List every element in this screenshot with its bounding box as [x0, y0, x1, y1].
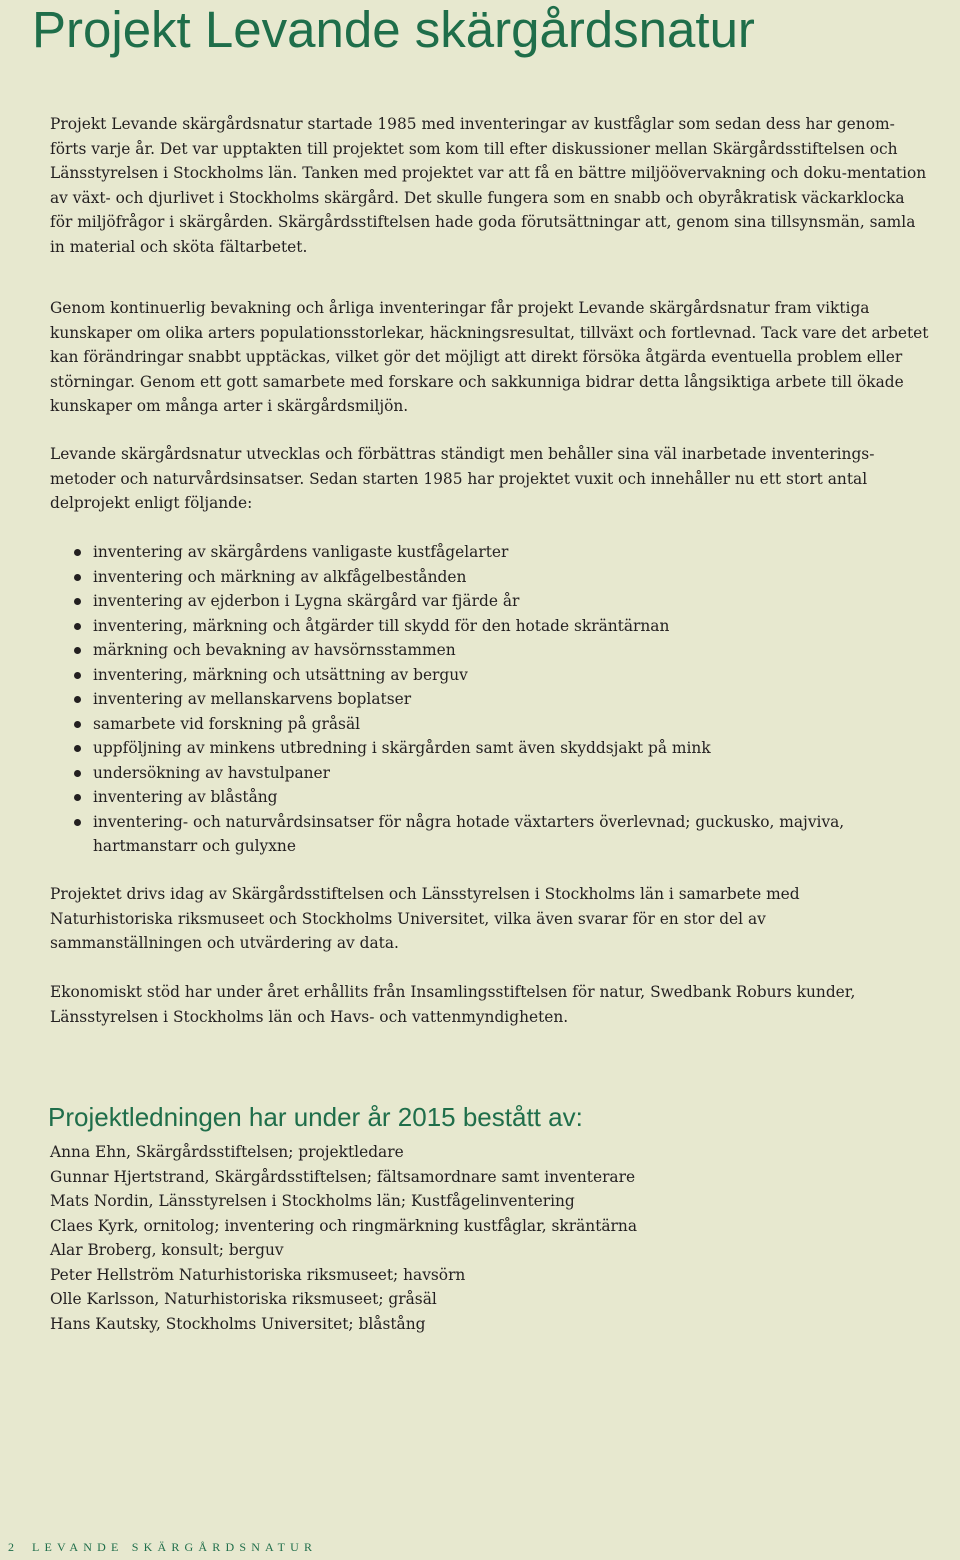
list-item [72, 712, 912, 737]
paragraph-funding: Ekonomiskt stöd har under året erhållits från Insamlingsstiftelsen för natur, Swedbank Roburs kunder, Länsstyrelsen i Stockholms län och Havs- och vattenmyndigheten. [50, 983, 856, 1026]
list-item-text: inventering, märkning och åtgärder till skydd för den hotade skräntärnan [93, 616, 670, 635]
list-item-text: inventering av skärgårdens vanligaste kustfågelarter [93, 543, 509, 561]
list-item [72, 614, 912, 639]
funding-text [50, 980, 930, 1029]
intro-text [50, 112, 930, 259]
team-member: Claes Kyrk, ornitolog; inventering och ringmärkning kustfåglar, skräntärna [50, 1216, 637, 1235]
team-member: Gunnar Hjertstrand, Skärgårdsstiftelsen; fältsamordnare samt inventerare [50, 1167, 636, 1186]
list-item [72, 663, 912, 688]
page-footer [8, 1538, 317, 1556]
list-item-text: samarbete vid forskning på gråsäl [93, 714, 361, 733]
bullet-icon [74, 574, 81, 581]
bullet-icon [74, 819, 81, 826]
bullet-icon [74, 770, 81, 777]
page-title: Projekt Levande skärgårdsnatur [32, 1, 755, 58]
section-heading: Projektledningen har under år 2015 bestått av: [48, 1102, 583, 1132]
list-item-text: inventering, märkning och utsättning av berguv [93, 665, 468, 684]
team-list [50, 1140, 930, 1336]
list-item-text: uppföljning av minkens utbredning i skärgården samt även skyddsjakt på mink [93, 739, 711, 757]
list-item-text: undersökning av havstulpaner [93, 763, 330, 782]
list-item [72, 810, 883, 859]
bullet-icon [74, 672, 81, 679]
team-member: Olle Karlsson, Naturhistoriska riksmuseet; gråsäl [50, 1290, 437, 1308]
paragraph-monitoring: Genom kontinuerlig bevakning och årliga inventeringar får projekt Levande skärgårdsnatur fram viktiga kunskaper om olika arters populationsstorlekar, häckningsresultat, tillväxt och fortlevnad. Tack vare det arbetet kan förändringar snabbt upptäckas, vilket gör det möjligt att direkt försöka åtgärda eventuella problem eller störningar. Genom ett gott samarbete med forskare och sakkunniga bidrar detta långsiktiga arbete till ökade kunskaper om många arter i skärgårdsmiljön. [50, 299, 929, 415]
paragraph-organization: Projektet drivs idag av Skärgårdsstiftelsen och Länsstyrelsen i Stockholms län i samarbete med Naturhistoriska riksmuseet och Stockholms Universitet, vilka även svarar för en stor del av sammanställningen och utvärdering av data. [50, 885, 800, 952]
list-item [72, 540, 912, 565]
bullet-icon [74, 598, 81, 605]
list-item [72, 638, 912, 663]
list-item [72, 761, 912, 786]
team-member: Anna Ehn, Skärgårdsstiftelsen; projektledare [50, 1143, 404, 1161]
list-item [72, 736, 912, 761]
list-item [72, 565, 912, 590]
bullet-icon [74, 647, 81, 654]
list-item-text: inventering av blåstång [93, 788, 278, 806]
organization-text [50, 882, 810, 956]
list-item [72, 687, 912, 712]
bullet-icon [74, 549, 81, 556]
list-item-text: inventering av ejderbon i Lygna skärgård var fjärde år [93, 592, 520, 610]
list-item-text: inventering- och naturvårdsinsatser för några hotade växtarters överlevnad; guckusko, majviva, hartmanstarr och gulyxne [93, 812, 845, 855]
bullet-icon [74, 623, 81, 630]
bullet-icon [74, 794, 81, 801]
subproject-list [72, 540, 912, 859]
team-member: Hans Kautsky, Stockholms Universitet; blåstång [50, 1314, 426, 1333]
bullet-icon [74, 745, 81, 752]
monitoring-text [50, 296, 930, 419]
list-item-text: märkning och bevakning av havsörnsstammen [93, 641, 456, 659]
team-member: Alar Broberg, konsult; berguv [50, 1241, 284, 1259]
team-member: Mats Nordin, Länsstyrelsen i Stockholms län; Kustfågelinventering [50, 1192, 575, 1210]
paragraph-intro: Projekt Levande skärgårdsnatur startade 1985 med inventeringar av kustfåglar som sedan dess har genom-förts varje år. Det var upptakten till projektet som kom till efter diskussioner mellan Skärgårdsstiftelsen och Länsstyrelsen i Stockholms län. Tanken med projektet var att få en bättre miljöövervakning och doku-mentation av växt- och djurlivet i Stockholms skärgård. Det skulle fungera som en snabb och obyråkratisk väckarklocka för miljöfrågor i skärgården. Skärgårdsstiftelsen hade goda förutsättningar att, genom sina tillsynsmän, samla in material och sköta fältarbetet. [50, 115, 927, 256]
paragraph-subprojects-intro: Levande skärgårdsnatur utvecklas och förbättras ständigt men behåller sina väl inarbetade inventerings-metoder och naturvårdsinsatser. Sedan starten 1985 har projektet vuxit och innehåller nu ett stort antal delprojekt enligt följande: [50, 445, 875, 512]
list-item-text: inventering av mellanskarvens boplatser [93, 690, 412, 708]
list-item [72, 589, 912, 614]
list-item-text: inventering och märkning av alkfågelbestånden [93, 567, 467, 586]
page-number: 2 [8, 1540, 14, 1554]
bullet-icon [74, 721, 81, 728]
running-title: LEVANDE SKÄRGÅRDSNATUR [32, 1540, 318, 1554]
bullet-icon [74, 696, 81, 703]
team-member: Peter Hellström Naturhistoriska riksmuseet; havsörn [50, 1265, 466, 1284]
subprojects-intro-text [50, 442, 930, 516]
list-item [72, 785, 912, 810]
